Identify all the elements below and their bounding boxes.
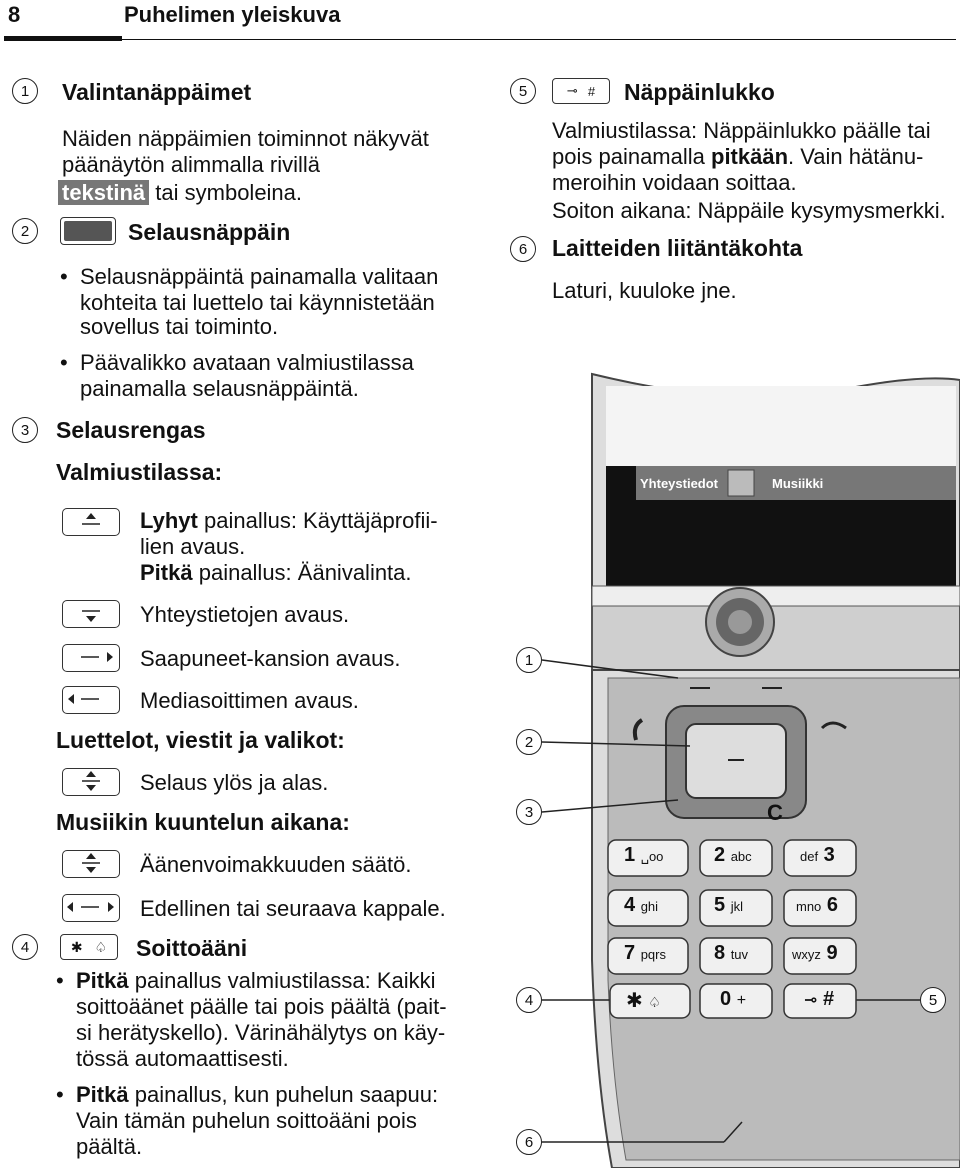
- phone-callout-2: 2: [516, 729, 542, 755]
- nav-up-icon: [62, 508, 120, 536]
- key-star: ✱ ♤: [626, 990, 661, 1012]
- phone-callout-1: 1: [516, 647, 542, 673]
- key-icon: ⊸: [566, 83, 578, 98]
- s4-b2-l2: Vain tämän puhelun soittoääni pois: [76, 1108, 417, 1133]
- key-5: 5 jkl: [714, 894, 743, 916]
- nav-up-down-icon: [62, 768, 120, 796]
- section-4-title: Soittoääni: [136, 935, 248, 961]
- header-rule-thin: [122, 39, 956, 40]
- s5-l1: Valmiustilassa: Näppäinlukko päälle tai: [552, 118, 931, 143]
- nav-key-icon: [60, 217, 116, 245]
- header-rule-thick: [4, 36, 122, 41]
- s4-b1-l4: tössä automaattisesti.: [76, 1046, 289, 1071]
- s4-b1-l3: si herätyskello). Värinähälytys on käy-: [76, 1020, 446, 1045]
- clear-key-label: C: [767, 800, 783, 825]
- s3-sub-standby: Valmiustilassa:: [56, 459, 223, 485]
- callout-6: 6: [510, 236, 536, 262]
- s5-l3: meroihin voidaan soittaa.: [552, 170, 797, 195]
- s2-b1-l1: • Selausnäppäintä painamalla valitaan: [80, 264, 438, 290]
- s3-sub-lists: Luettelot, viestit ja valikot:: [56, 727, 345, 753]
- page-number: 8: [8, 2, 21, 27]
- nav-left-right-icon: [62, 894, 120, 922]
- section-2-title: Selausnäppäin: [128, 219, 291, 245]
- callout-5: 5: [510, 78, 536, 104]
- section-3-title: Selausrengas: [56, 417, 206, 443]
- s2-b1-l2: kohteita tai luettelo tai käynnistetään: [80, 290, 435, 315]
- s3-r4: Mediasoittimen avaus.: [140, 688, 359, 713]
- nav-left-icon: [62, 686, 120, 714]
- s3-r1-line3: Pitkä painallus: Äänivalinta.: [140, 560, 412, 585]
- s3-r7: Edellinen tai seuraava kappale.: [140, 896, 446, 921]
- key-7: 7 pqrs: [624, 942, 666, 964]
- page-title: Puhelimen yleiskuva: [124, 2, 341, 27]
- s6-l1: Laturi, kuuloke jne.: [552, 278, 737, 303]
- callout-3: 3: [12, 417, 38, 443]
- s1-line1: Näiden näppäimien toiminnot näkyvät: [62, 126, 429, 151]
- phone-callout-6: 6: [516, 1129, 542, 1155]
- callout-1: 1: [12, 78, 38, 104]
- section-6-title: Laitteiden liitäntäkohta: [552, 235, 803, 261]
- s1-line3: [58, 180, 302, 206]
- s4-b1-l1: • Pitkä painallus valmiustilassa: Kaikki: [76, 968, 436, 994]
- key-9: wxyz 9: [792, 942, 838, 964]
- star-key-icon: [60, 934, 118, 960]
- softkey-text-example: tekstinä: [58, 180, 149, 205]
- s5-l4: Soiton aikana: Näppäile kysymysmerkki.: [552, 198, 946, 223]
- phone-callout-3: 3: [516, 799, 542, 825]
- nav-right-icon: [62, 644, 120, 672]
- bell-icon: ♤: [94, 938, 108, 955]
- s2-b1-l3: sovellus tai toiminto.: [80, 314, 279, 339]
- key-1: 1 ␣oo: [624, 844, 664, 866]
- s2-b2-l2: painamalla selausnäppäintä.: [80, 376, 359, 401]
- callout-4: 4: [12, 934, 38, 960]
- key-2: 2 abc: [714, 844, 752, 866]
- s4-b1-l2: soittoäänet päälle tai pois päältä (pait-: [76, 994, 447, 1019]
- softkey-right-label: Musiikki: [772, 476, 824, 491]
- s5-l2: pois painamalla pitkään. Vain hätänu-: [552, 144, 924, 169]
- s4-b2-l1: • Pitkä painallus, kun puhelun saapuu:: [76, 1082, 438, 1108]
- s4-b2-l3: päältä.: [76, 1134, 143, 1159]
- s3-r1-line1: Lyhyt painallus: Käyttäjäprofii-: [140, 508, 438, 533]
- s3-r2: Yhteystietojen avaus.: [140, 602, 350, 627]
- key-4: 4 ghi: [624, 894, 659, 916]
- key-8: 8 tuv: [714, 942, 749, 964]
- nav-up-down-icon-2: [62, 850, 120, 878]
- s3-sub-music: Musiikin kuuntelun aikana:: [56, 809, 350, 835]
- phone-callout-5: 5: [920, 987, 946, 1013]
- phone-callout-4: 4: [516, 987, 542, 1013]
- key-hash: ⊸ #: [804, 988, 835, 1010]
- section-1-title: Valintanäppäimet: [62, 79, 252, 105]
- s2-b2-l1: • Päävalikko avataan valmiustilassa: [80, 350, 414, 376]
- s1-line2: päänäytön alimmalla rivillä: [62, 152, 321, 177]
- key-3: def 3: [800, 844, 835, 866]
- phone-illustration: [500, 360, 960, 1168]
- key-0: 0 +: [720, 988, 747, 1010]
- s3-r1-line2: lien avaus.: [140, 534, 246, 559]
- hash-icon: #: [587, 83, 596, 99]
- nav-down-icon: [62, 600, 120, 628]
- star-icon: ✱: [70, 938, 83, 955]
- s3-r5: Selaus ylös ja alas.: [140, 770, 329, 795]
- s3-r6: Äänenvoimakkuuden säätö.: [140, 852, 412, 877]
- hash-key-icon: [552, 78, 610, 104]
- callout-2: 2: [12, 218, 38, 244]
- section-5-title: Näppäinlukko: [624, 79, 775, 105]
- s1-line3-rest: tai symboleina.: [155, 180, 303, 205]
- s3-r3: Saapuneet-kansion avaus.: [140, 646, 401, 671]
- softkey-left-label: Yhteystiedot: [640, 476, 719, 491]
- key-6: mno 6: [796, 894, 838, 916]
